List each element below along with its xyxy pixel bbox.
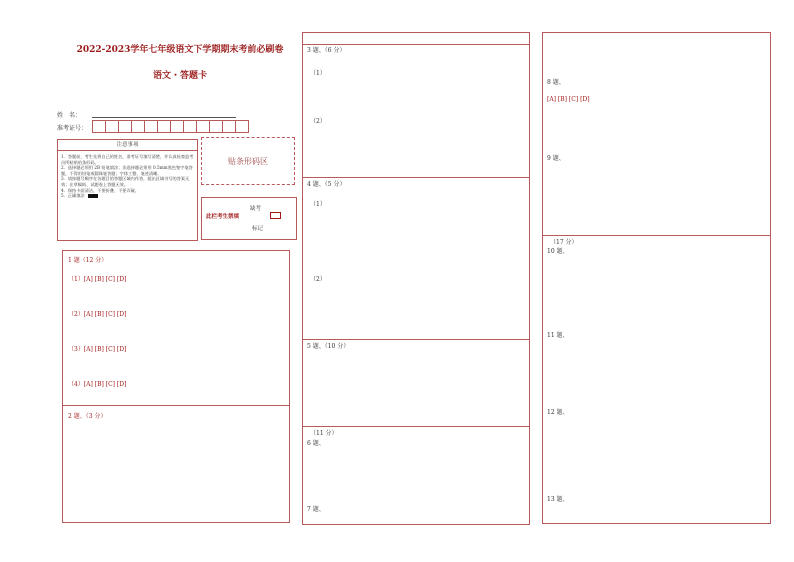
notes-heading: 注意事项 bbox=[58, 140, 197, 151]
notes-item: 2．选择题必须用 2B 铅笔填涂；非选择题必须用 0.5mm黑色签字笔答题，不得用铅笔或圆珠笔答题；字体工整、笔迹清晰。 bbox=[61, 165, 193, 176]
page-title: 2022-2023学年七年级语文下学期期末考前必刷卷 bbox=[76, 45, 284, 55]
absent-mark-box bbox=[201, 197, 297, 240]
q13-title[interactable]: 13 题、 bbox=[547, 496, 569, 503]
divider bbox=[303, 426, 529, 427]
divider bbox=[303, 44, 529, 45]
divider bbox=[303, 339, 529, 340]
notes-item: 4．保持卡面清洁，不要折叠、不要弄破。 bbox=[61, 187, 140, 193]
notes-item: 1．答题前，考生先将自己的姓名，准考证号填写清楚，并认真检查监考员所粘贴的条形码。 bbox=[61, 154, 194, 165]
q10-title[interactable]: 10 题、 bbox=[547, 248, 569, 255]
ticket-cell[interactable] bbox=[222, 120, 236, 133]
notes-item: 3．请按题号顺序在各题目的答题区域内作答，超出区域书写的答案无效；在草稿纸、试题卷上答题无效。 bbox=[61, 176, 190, 187]
divider bbox=[543, 235, 770, 236]
ticket-cell[interactable] bbox=[105, 120, 119, 133]
ticket-cell[interactable] bbox=[157, 120, 171, 133]
q7-title[interactable]: 7 题、 bbox=[307, 506, 325, 513]
ticket-cell[interactable] bbox=[235, 120, 249, 133]
q8-choice-row[interactable]: [A] [B] [C] [D] bbox=[547, 96, 590, 103]
q2-answer-area[interactable] bbox=[63, 421, 289, 521]
q6-7-group-title: （11 分） bbox=[310, 430, 338, 437]
q4-title: 4 题、（5 分） bbox=[307, 181, 346, 188]
name-label: 姓 名： bbox=[57, 112, 82, 119]
notes-item-correct-fill bbox=[58, 193, 197, 199]
divider bbox=[63, 405, 289, 406]
absent-warning: 此栏考生禁填 bbox=[206, 214, 240, 220]
q1-choice-row[interactable]: （3）[A] [B] [C] [D] bbox=[68, 346, 127, 353]
filled-mark-icon bbox=[88, 194, 98, 198]
divider bbox=[303, 177, 529, 178]
ticket-cell[interactable] bbox=[92, 120, 106, 133]
q3-part1[interactable]: （1） bbox=[310, 70, 326, 77]
name-field[interactable] bbox=[92, 117, 236, 118]
ticket-number-field[interactable] bbox=[92, 120, 248, 132]
ticket-cell[interactable] bbox=[144, 120, 158, 133]
ticket-cell[interactable] bbox=[196, 120, 210, 133]
absent-checkbox[interactable] bbox=[270, 212, 281, 219]
q5-answer-area[interactable] bbox=[303, 351, 529, 425]
ticket-cell[interactable] bbox=[183, 120, 197, 133]
q1-title: 1 题（12 分） bbox=[68, 257, 108, 264]
notes-box bbox=[57, 139, 198, 241]
ticket-label: 准考证号： bbox=[57, 125, 88, 132]
q11-title[interactable]: 11 题、 bbox=[547, 332, 569, 339]
ticket-cell[interactable] bbox=[131, 120, 145, 133]
ticket-cell[interactable] bbox=[118, 120, 132, 133]
absent-label: 缺考 bbox=[250, 206, 262, 212]
q5-title: 5 题、（10 分） bbox=[307, 343, 350, 350]
q4-part1[interactable]: （1） bbox=[310, 201, 326, 208]
q6-title[interactable]: 6 题、 bbox=[307, 440, 325, 447]
absent-mark-label: 标记 bbox=[252, 226, 264, 232]
q12-title[interactable]: 12 题、 bbox=[547, 409, 569, 416]
q1-choice-row[interactable]: （2）[A] [B] [C] [D] bbox=[68, 311, 127, 318]
answer-panel-col2 bbox=[302, 32, 530, 525]
page-subtitle: 语文・答题卡 bbox=[152, 71, 207, 81]
q8-title: 8 题、 bbox=[547, 79, 565, 86]
q2-title: 2 题、（3 分） bbox=[68, 413, 107, 420]
q1-choice-row[interactable]: （1）[A] [B] [C] [D] bbox=[68, 276, 127, 283]
q3-title: 3 题、（6 分） bbox=[307, 47, 346, 54]
answer-panel-col3 bbox=[542, 32, 771, 524]
ticket-cell[interactable] bbox=[209, 120, 223, 133]
q4-part2[interactable]: （2） bbox=[310, 276, 326, 283]
notes-item-label: 5．正确填涂 bbox=[61, 193, 85, 199]
ticket-cell[interactable] bbox=[170, 120, 184, 133]
barcode-area: 贴条形码区 bbox=[201, 137, 295, 185]
q10-13-group-title: （17 分） bbox=[550, 239, 578, 246]
answer-panel-col1 bbox=[62, 250, 290, 523]
q1-choice-row[interactable]: （4）[A] [B] [C] [D] bbox=[68, 381, 127, 388]
q9-title[interactable]: 9 题、 bbox=[547, 155, 565, 162]
q3-part2[interactable]: （2） bbox=[310, 118, 326, 125]
